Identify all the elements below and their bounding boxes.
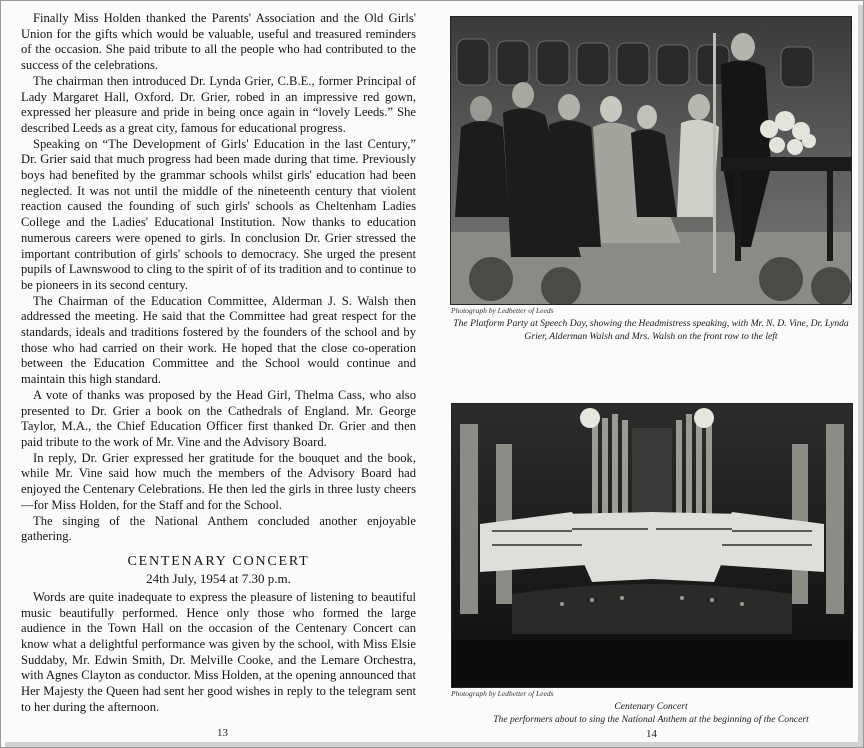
concert-hall-photo — [451, 403, 853, 688]
photo-credit-bottom: Photograph by Ledbetter of Leeds — [451, 689, 554, 698]
concert-date: 24th July, 1954 at 7.30 p.m. — [146, 570, 291, 586]
paragraph-chairman: The Chairman of the Education Committee, Alderman J. S. Walsh then addressed the meeting. He said that the Committee had great respect for the standards, ideals and traditions fostered by the founders of the school and by those who had carried on their work. He hoped that the close co-operation between the Education Committee and the School would continue and maintain this high standard. — [21, 293, 416, 387]
page-shadow-right — [858, 5, 863, 747]
paragraph-anthem: The singing of the National Anthem concluded another enjoyable gathering. — [21, 513, 416, 544]
photo-credit-top: Photograph by Ledbetter of Leeds — [451, 306, 554, 315]
platform-party-photo — [450, 16, 852, 305]
photo-caption-bottom: The performers about to sing the National Anthem at the beginning of the Concert — [493, 714, 809, 725]
paragraph-introduction: The chairman then introduced Dr. Lynda Grier, C.B.E., former Principal of Lady Margaret Hall, Oxford. Dr. Grier, robed in an impressive red gown, expressed her pleasure and pride in being once again in “lovely Leeds.” She described Leeds as a great city, famous for educational progress. — [21, 73, 416, 135]
paragraph-reply: In reply, Dr. Grier expressed her gratitude for the bouquet and the book, while Mr. Vine said how much the members of the Advisory Board had enjoyed the Centenary Celebrations. He then led the girls in three lusty cheers—for Miss Holden, for the Staff and for the School. — [21, 450, 416, 512]
left-page — [21, 11, 416, 745]
photo-caption-top: The Platform Party at Speech Day, showing the Headmistress speaking, with Mr. N. D. Vine, Dr. Lynda Grier, Alderman Walsh and Mrs. Walsh on the front row to the left — [453, 318, 849, 342]
page-number-left: 13 — [217, 727, 228, 739]
paragraph-speech: Speaking on “The Development of Girls' Education in the last Century,” Dr. Grier said that much progress had been made during that time. Previously boys had benefited by the grammar schools whilst girls' education had been neglected. It was not until the middle of the nineteenth century that violent reaction caused the founding of such girls' schools as Cheltenham Ladies College and the Ladies' Educational Institution. Now thanks to education numerous careers were opened to girls. In conclusion Dr. Grier stressed the important contribution of girls' schools to democracy. She urged the present pupils of Lawnswood to cling to the spirit of of its tradition and to continue to be pioneers in its second century. — [21, 136, 416, 292]
paragraph-concert: Words are quite inadequate to express the pleasure of listening to beautiful music beautifully performed. Hence only those who formed the large audience in the Town Hall on the occasion of the Centenary Concert can know what a delightful performance was given by the school, with Miss Elsie Suddaby, Mr. Edwin Smith, Dr. Melville Cooke, and the Lemare Orchestra, with Agnes Clayton as conductor. Miss Holden, at the opening announced that Her Majesty the Queen had sent her good wishes in reply to the telegram sent to her during the afternoon. — [21, 589, 416, 714]
paragraph-thanks: Finally Miss Holden thanked the Parents' Association and the Old Girls' Union for the gifts which would be valuable, useful and treasured reminders of the occasion. She paid tribute to all the people who had contributed to the success of the celebrations. — [21, 11, 416, 73]
page-number-right: 14 — [646, 728, 657, 740]
photo-caption-title: Centenary Concert — [614, 701, 688, 712]
concert-heading: CENTENARY CONCERT — [127, 553, 310, 569]
paragraph-vote-of-thanks: A vote of thanks was proposed by the Head Girl, Thelma Cass, who also presented to Dr. Grier a book on the Cathedrals of England. Mr. George Taylor, M.A., the Chief Education Officer first thanked Dr. Grier and then paid tribute to the work of Mr. Vine and the Advisory Board. — [21, 387, 416, 449]
